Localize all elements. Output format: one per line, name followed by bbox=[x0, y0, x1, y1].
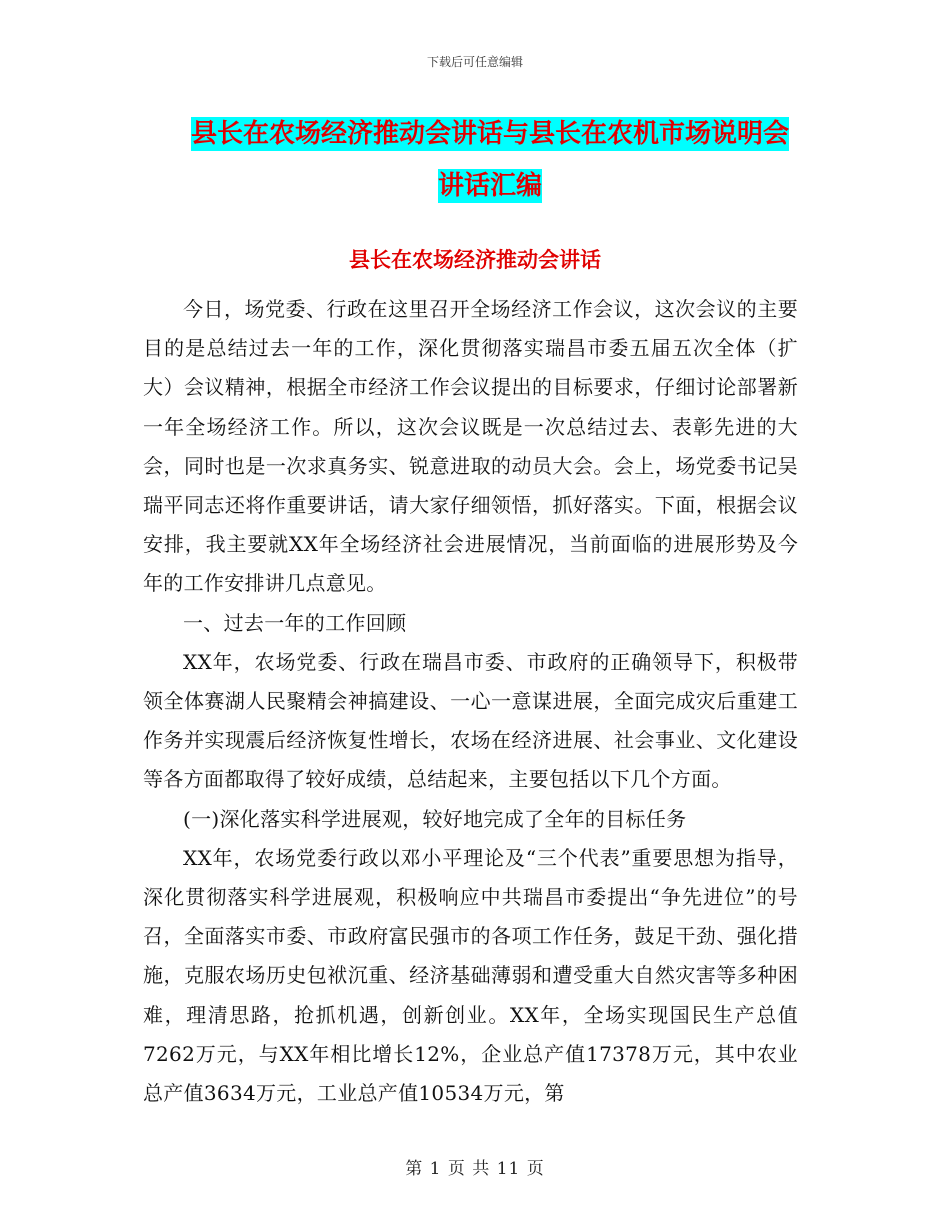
section-title: 县长在农场经济推动会讲话 bbox=[349, 248, 601, 272]
paragraph-1: 今日，场党委、行政在这里召开全场经济工作会议，这次会议的主要目的是总结过去一年的工作，深化贯彻落实瑞昌市委五届五次全体（扩大）会议精神，根据全市经济工作会议提出的目标要求，仔细讨论部署新一年全场经济工作。所以，这次会议既是一次总结过去、表彰先进的大会，同时也是一次求真务实、锐意进取的动员大会。会上，场党委书记吴瑞平同志还将作重要讲话，请大家仔细领悟，抓好落实。下面，根据会议安排，我主要就XX年全场经济社会进展情况，当前面临的进展形势及今年的工作安排讲几点意见。 bbox=[143, 297, 798, 596]
paragraph-2: 一、过去一年的工作回顾 bbox=[183, 610, 407, 635]
paragraph-4: (一)深化落实科学进展观，较好地完成了全年的目标任务 bbox=[183, 806, 687, 831]
header-note: 下载后可任意编辑 bbox=[426, 55, 523, 69]
paragraph-5: XX年，农场党委行政以邓小平理论及“三个代表”重要思想为指导，深化贯彻落实科学进展观，积极响应中共瑞昌市委提出“争先进位”的号召，全面落实市委、市政府富民强市的各项工作任务，鼓足干劲、强化措施，克服农场历史包袱沉重、经济基础薄弱和遭受重大自然灾害等多种困难，理清思路，抢抓机遇，创新创业。XX年，全场实现国民生产总值7262万元，与XX年相比增长12%，企业总产值17378万元，其中农业总产值3634万元，工业总产值10534万元，第 bbox=[143, 845, 798, 1106]
paragraph-3: XX年，农场党委、行政在瑞昌市委、市政府的正确领导下，积极带领全体赛湖人民聚精会神搞建设、一心一意谋进展，全面完成灾后重建工作务并实现震后经济恢复性增长，农场在经济进展、社会事业、文化建设等各方面都取得了较好成绩，总结起来，主要包括以下几个方面。 bbox=[143, 649, 798, 792]
document-body bbox=[143, 290, 798, 1113]
page-number: 第 1 页 共 11 页 bbox=[405, 1159, 545, 1179]
title-line-1: 县长在农场经济推动会讲话与县长在农机市场说明会 bbox=[190, 119, 789, 149]
title-line-2: 讲话汇编 bbox=[437, 171, 542, 201]
document-title bbox=[150, 108, 830, 212]
